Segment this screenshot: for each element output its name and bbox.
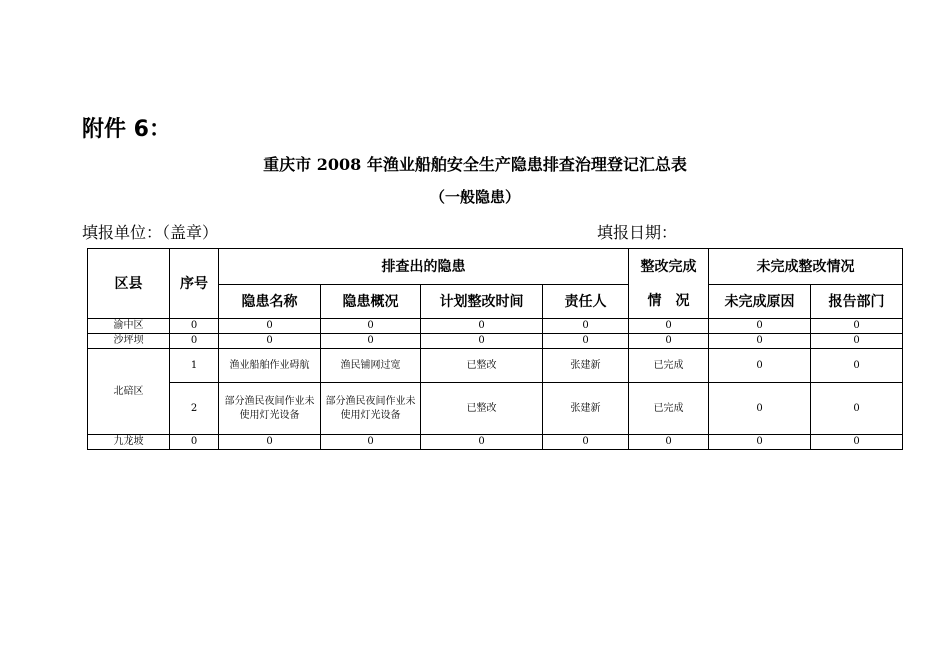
cell-report-dept: 0 — [811, 383, 903, 435]
cell-hazard-overview: 部分渔民夜间作业未使用灯光设备 — [321, 383, 421, 435]
cell-seq: 0 — [170, 334, 219, 349]
header-rectify-status — [629, 249, 709, 319]
cell-seq: 1 — [170, 349, 219, 383]
cell-report-dept: 0 — [811, 334, 903, 349]
header-unfinished-reason: 未完成原因 — [709, 285, 811, 319]
table-row — [88, 383, 903, 435]
header-rectify-line2: 情 况 — [647, 292, 690, 309]
header-responsible: 责任人 — [543, 285, 629, 319]
cell-plan-time: 已整改 — [421, 383, 543, 435]
cell-hazard-name: 部分渔民夜间作业未使用灯光设备 — [219, 383, 321, 435]
cell-plan-time: 0 — [421, 435, 543, 450]
annex-label: 附件 6： — [82, 117, 171, 142]
cell-responsible: 0 — [543, 334, 629, 349]
document-title: 重庆市 2008 年渔业船舶安全生产隐患排查治理登记汇总表 — [263, 155, 687, 174]
cell-hazard-overview: 0 — [321, 435, 421, 450]
cell-report-dept: 0 — [811, 435, 903, 450]
header-hazard-name: 隐患名称 — [219, 285, 321, 319]
table-row — [88, 319, 903, 334]
cell-status: 已完成 — [629, 349, 709, 383]
header-hazard-overview: 隐患概况 — [321, 285, 421, 319]
cell-responsible: 0 — [543, 435, 629, 450]
table-row — [88, 435, 903, 450]
header-found-hazards: 排查出的隐患 — [219, 249, 629, 285]
cell-report-dept: 0 — [811, 349, 903, 383]
cell-report-dept: 0 — [811, 319, 903, 334]
cell-unfinished-reason: 0 — [709, 319, 811, 334]
reporting-unit-label: 填报单位：（盖章） — [82, 223, 219, 242]
cell-district: 沙坪坝 — [88, 334, 170, 349]
cell-status: 已完成 — [629, 383, 709, 435]
cell-hazard-name: 渔业船舶作业碍航 — [219, 349, 321, 383]
hazard-summary-table — [87, 248, 903, 450]
table-row — [88, 334, 903, 349]
header-plan-time: 计划整改时间 — [421, 285, 543, 319]
header-unfinished: 未完成整改情况 — [709, 249, 903, 285]
cell-unfinished-reason: 0 — [709, 383, 811, 435]
cell-seq: 0 — [170, 435, 219, 450]
cell-status: 0 — [629, 334, 709, 349]
cell-district: 九龙坡 — [88, 435, 170, 450]
cell-responsible: 0 — [543, 319, 629, 334]
reporting-date-label: 填报日期： — [597, 223, 678, 242]
cell-seq: 2 — [170, 383, 219, 435]
cell-seq: 0 — [170, 319, 219, 334]
cell-plan-time: 0 — [421, 319, 543, 334]
table-row — [88, 349, 903, 383]
cell-hazard-name: 0 — [219, 334, 321, 349]
cell-status: 0 — [629, 319, 709, 334]
cell-district: 渝中区 — [88, 319, 170, 334]
cell-responsible: 张建新 — [543, 383, 629, 435]
document-subtitle: （一般隐患） — [429, 188, 520, 206]
cell-unfinished-reason: 0 — [709, 435, 811, 450]
cell-hazard-overview: 0 — [321, 319, 421, 334]
cell-hazard-name: 0 — [219, 319, 321, 334]
cell-plan-time: 已整改 — [421, 349, 543, 383]
header-rectify-line1: 整改完成 — [640, 258, 697, 275]
header-district: 区县 — [88, 249, 170, 319]
cell-hazard-overview: 0 — [321, 334, 421, 349]
cell-status: 0 — [629, 435, 709, 450]
header-row-1 — [88, 249, 903, 285]
header-seq: 序号 — [170, 249, 219, 319]
cell-responsible: 张建新 — [543, 349, 629, 383]
cell-unfinished-reason: 0 — [709, 349, 811, 383]
cell-district: 北碚区 — [88, 349, 170, 435]
header-report-dept: 报告部门 — [811, 285, 903, 319]
cell-hazard-name: 0 — [219, 435, 321, 450]
cell-plan-time: 0 — [421, 334, 543, 349]
cell-hazard-overview: 渔民铺网过宽 — [321, 349, 421, 383]
cell-unfinished-reason: 0 — [709, 334, 811, 349]
